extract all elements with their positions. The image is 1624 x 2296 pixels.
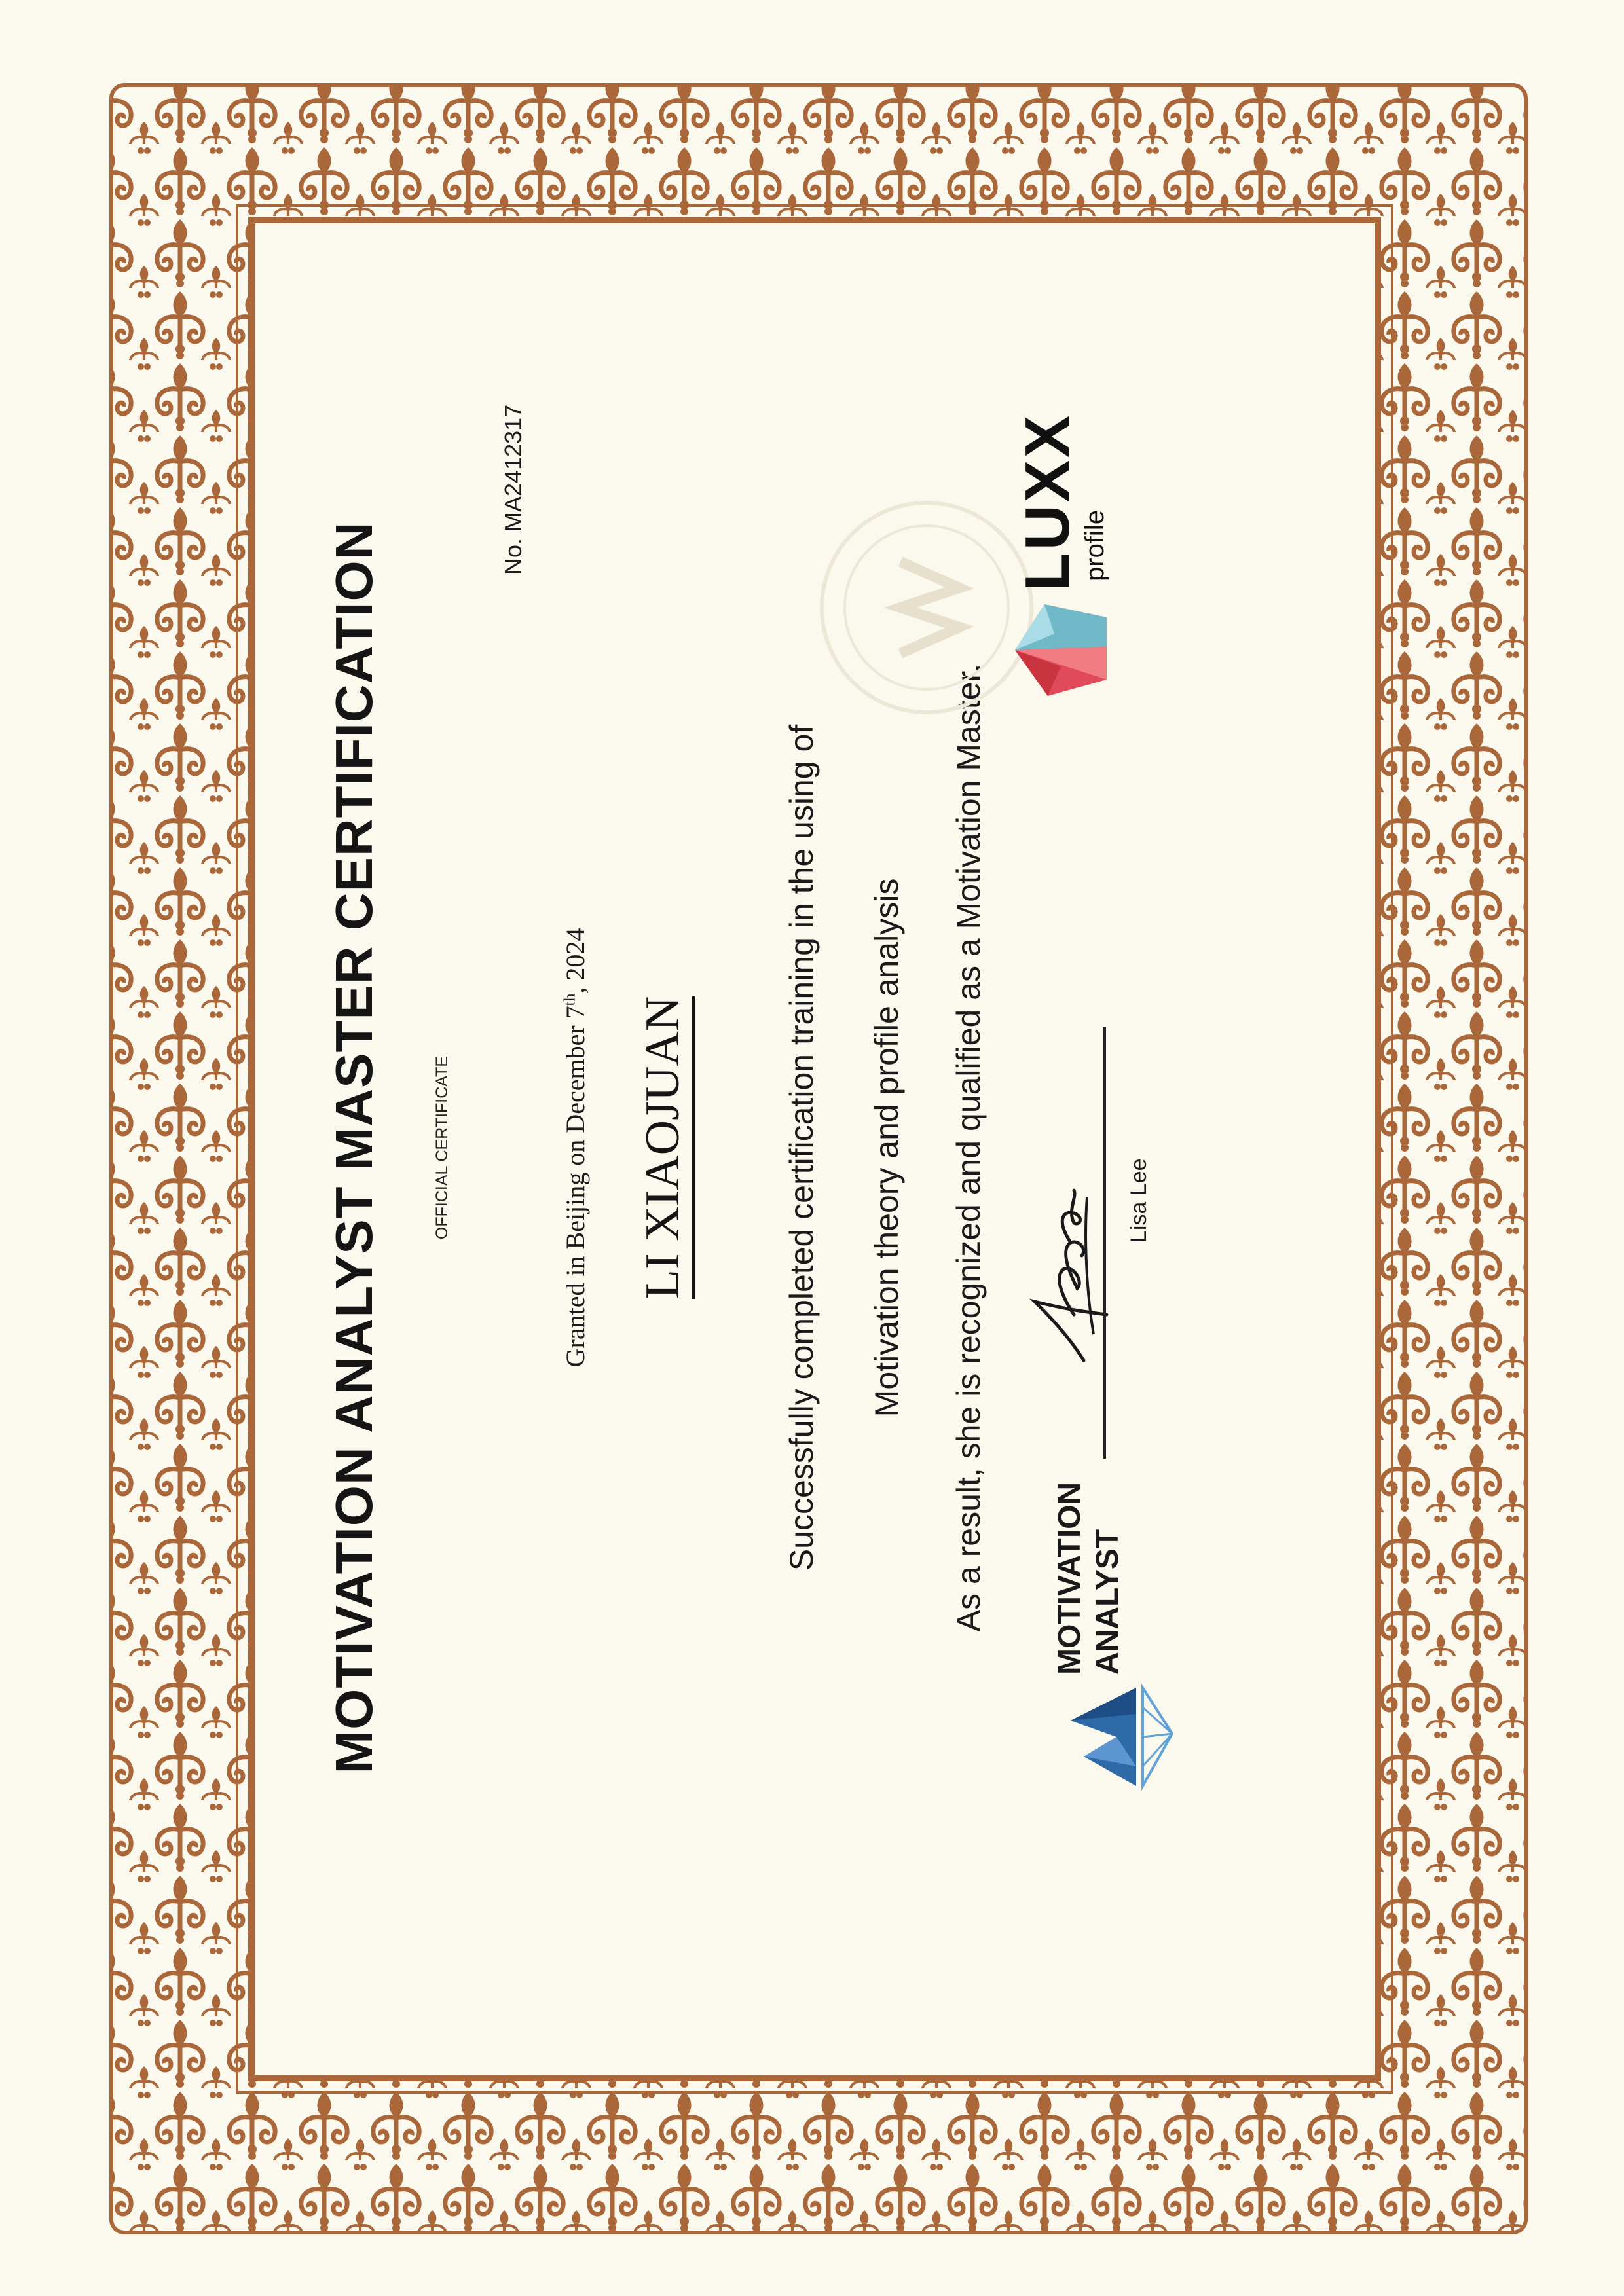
recipient-name-text: LI XIAOJUAN xyxy=(636,996,695,1299)
logo-text-line-2: ANALYST xyxy=(1090,1529,1125,1675)
signature-image xyxy=(1022,1177,1113,1374)
luxx-logo-subtext: profile xyxy=(1080,510,1109,581)
logo-text-line-1: MOTIVATION xyxy=(1052,1482,1087,1675)
granted-prefix: Granted in Beijing on December 7 xyxy=(561,1006,590,1368)
granted-ordinal: th xyxy=(561,993,579,1006)
crystal-mountain-icon xyxy=(1044,1681,1175,1793)
gem-icon xyxy=(1008,594,1120,706)
body-line-2: Motivation theory and profile analysis xyxy=(868,878,905,1417)
embossed-seal xyxy=(815,496,1038,719)
body-line-3: As a result, she is recognized and qualified as a Motivation Master. xyxy=(950,663,987,1632)
certificate-number: No. MA2412317 xyxy=(500,404,526,575)
granted-line xyxy=(560,149,591,2146)
certificate-title: MOTIVATION ANALYST MASTER CERTIFICATION xyxy=(325,521,383,1774)
signer-name: Lisa Lee xyxy=(1126,1158,1151,1243)
certificate-subtitle: OFFICIAL CERTIFICATE xyxy=(433,1055,451,1240)
motivation-analyst-logo-text xyxy=(1051,1482,1127,1675)
recipient-name xyxy=(635,149,691,2146)
granted-year: , 2024 xyxy=(561,928,590,994)
certificate-content xyxy=(278,149,1346,2146)
luxx-logo-text: LUXX xyxy=(1012,412,1082,591)
signature-line xyxy=(1103,1027,1106,1459)
body-line-1: Successfully completed certification training in the using of xyxy=(783,724,820,1571)
